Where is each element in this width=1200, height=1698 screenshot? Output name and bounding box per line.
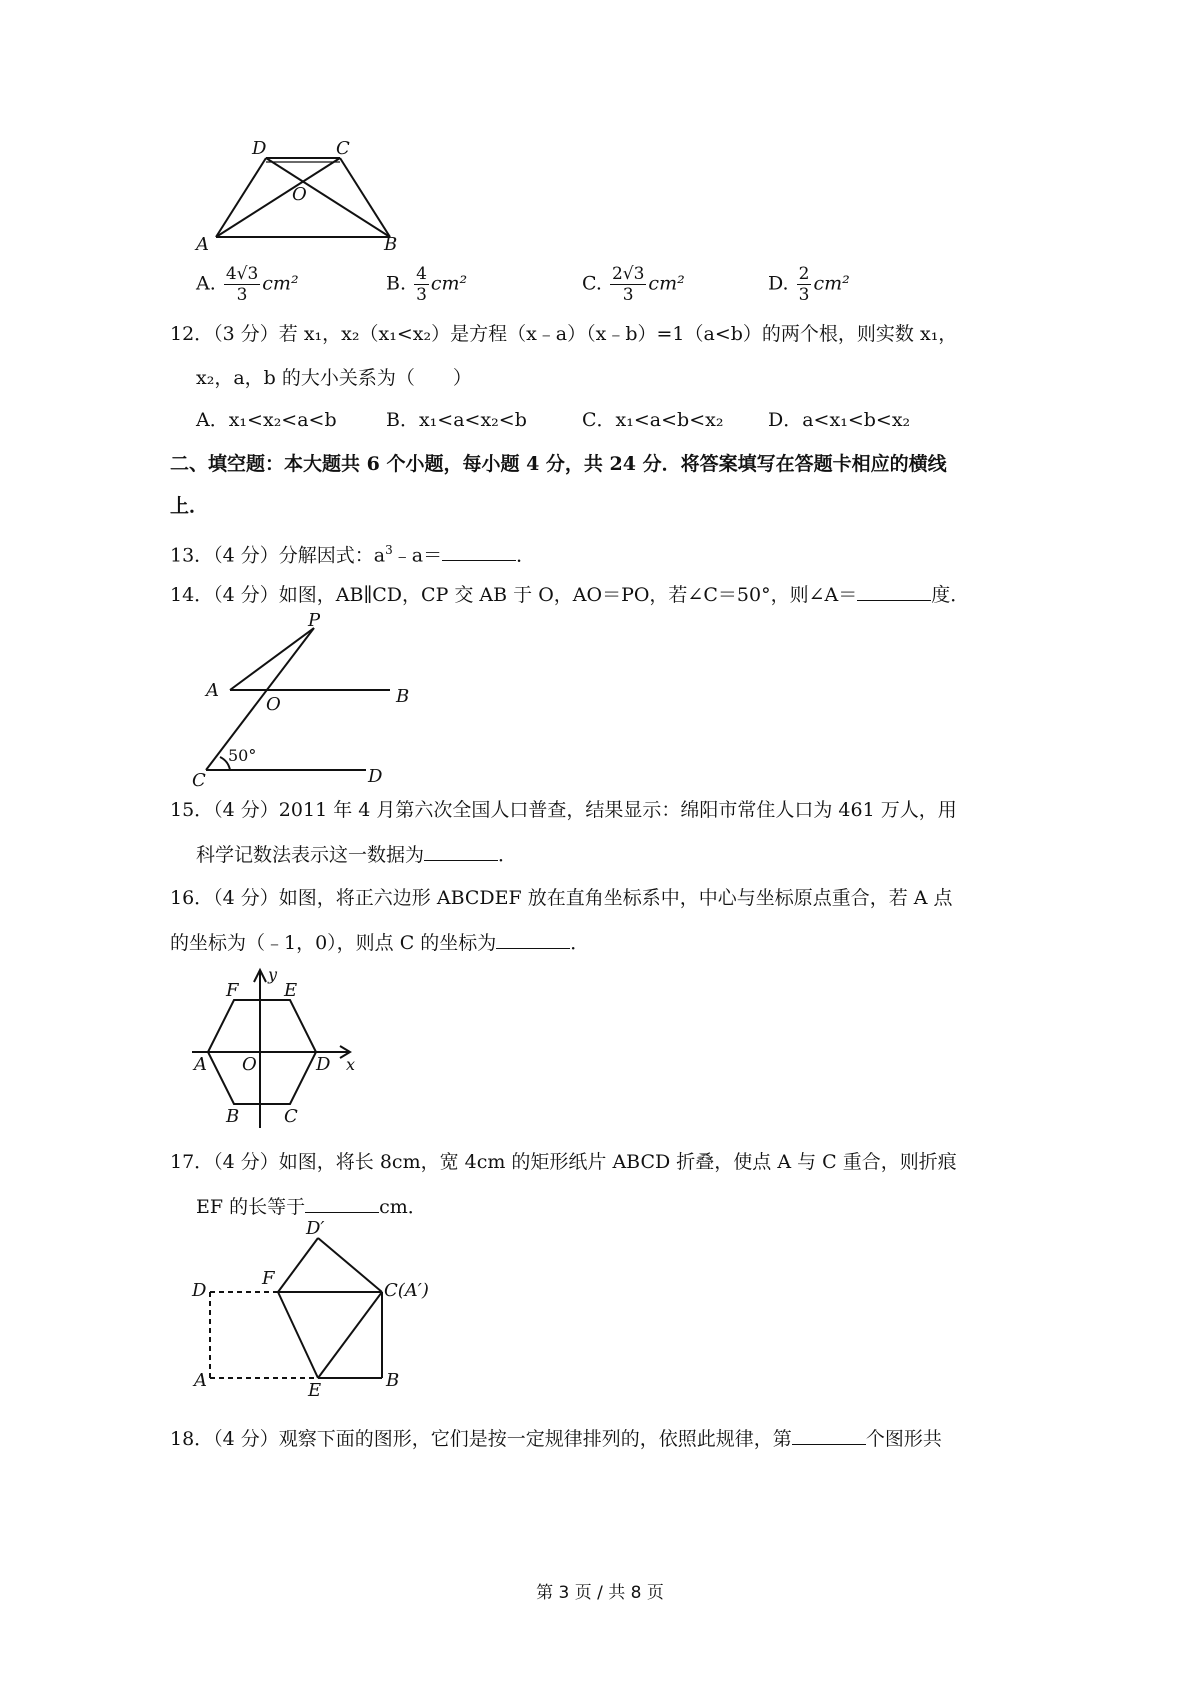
q12-choice-c: C．x₁<a<b<x₂ xyxy=(582,409,724,431)
q16-answer-blank[interactable] xyxy=(496,930,570,949)
q15-line2: 科学记数法表示这一数据为 ． xyxy=(196,844,518,866)
label-y: y xyxy=(268,965,278,984)
label-C: C xyxy=(336,138,350,159)
page-footer: 第 3 页 / 共 8 页 xyxy=(536,1583,664,1603)
label-E: E xyxy=(284,980,298,1001)
label-F: F xyxy=(262,1268,275,1289)
q16-line1: 16．（4 分）如图，将正六边形 ABCDEF 放在直角坐标系中，中心与坐标原点重合，若 A 点 xyxy=(170,887,953,909)
label-B: B xyxy=(226,1106,240,1127)
label-D: D xyxy=(252,138,267,159)
q11-choice-a: A. $\frac{4√3}{3}$ cm² xyxy=(196,264,299,305)
q12-line1: 12．（3 分）若 x₁，x₂（x₁<x₂）是方程（x﹣a）（x﹣b）=1（a<b）的两个根，则实数 x₁， xyxy=(170,323,958,345)
section2-heading-line2: 上． xyxy=(170,495,209,517)
label-A: A xyxy=(206,680,219,701)
label-D: D xyxy=(316,1054,331,1075)
label-O: O xyxy=(242,1054,257,1075)
label-A: A xyxy=(194,1054,207,1075)
q17-line2: EF 的长等于 cm． xyxy=(196,1196,427,1218)
q12-line2: x₂，a，b 的大小关系为（ ） xyxy=(196,367,472,389)
label-B: B xyxy=(384,234,398,255)
q18: 18．（4 分）观察下面的图形，它们是按一定规律排列的，依照此规律，第 个图形共 xyxy=(170,1428,942,1450)
label-B: B xyxy=(396,686,410,707)
q16-line2: 的坐标为（﹣1，0），则点 C 的坐标为 ． xyxy=(170,932,590,954)
label-A: A xyxy=(196,234,209,255)
q12-choice-a: A．x₁<x₂<a<b xyxy=(196,409,337,431)
q11-choice-b: B. $\frac{4}{3}$ cm² xyxy=(386,264,468,305)
q17-answer-blank[interactable] xyxy=(305,1194,379,1213)
label-O: O xyxy=(292,184,307,205)
q14: 14．（4 分）如图，AB∥CD，CP 交 AB 于 O，AO＝PO，若∠C＝50°，则∠A＝ 度． xyxy=(170,584,970,606)
label-C: C xyxy=(192,770,206,791)
q17-line1: 17．（4 分）如图，将长 8cm，宽 4cm 的矩形纸片 ABCD 折叠，使点 A 与 C 重合，则折痕 xyxy=(170,1151,957,1173)
label-E: E xyxy=(308,1380,322,1401)
q13-answer-blank[interactable] xyxy=(442,542,516,561)
q15-answer-blank[interactable] xyxy=(424,842,498,861)
label-A: A xyxy=(194,1370,207,1391)
label-F: F xyxy=(226,980,239,1001)
figure-trapezoid xyxy=(196,138,440,270)
label-B: B xyxy=(386,1370,400,1391)
figure-hexagon-coordinate xyxy=(190,962,370,1134)
figure-folded-rectangle xyxy=(190,1220,450,1400)
q18-answer-blank[interactable] xyxy=(792,1426,866,1445)
label-D: D xyxy=(368,766,383,787)
q15-line1: 15．（4 分）2011 年 4 月第六次全国人口普查，结果显示：绵阳市常住人口为 461 万人，用 xyxy=(170,799,957,821)
label-C-A-prime: C(A′) xyxy=(384,1280,429,1301)
q11-choice-d: D. $\frac{2}{3}$ cm² xyxy=(768,264,850,305)
label-P: P xyxy=(308,610,321,631)
q11-choice-c: C. $\frac{2√3}{3}$ cm² xyxy=(582,264,685,305)
section2-heading-line1: 二、填空题：本大题共 6 个小题，每小题 4 分，共 24 分．将答案填写在答题卡相应的横线 xyxy=(170,453,947,475)
label-x: x xyxy=(346,1055,356,1074)
q14-answer-blank[interactable] xyxy=(857,582,931,601)
q13: 13．（4 分）分解因式：$a^3﹣a=$ ． xyxy=(170,543,536,567)
q12-choice-b: B．x₁<a<x₂<b xyxy=(386,409,527,431)
q12-choice-d: D．a<x₁<b<x₂ xyxy=(768,409,911,431)
label-D-prime: D′ xyxy=(306,1218,325,1239)
figure-parallel-lines xyxy=(190,612,430,792)
label-O: O xyxy=(266,694,281,715)
label-D: D xyxy=(192,1280,207,1301)
label-angle-50: 50° xyxy=(228,746,257,765)
label-C: C xyxy=(284,1106,298,1127)
